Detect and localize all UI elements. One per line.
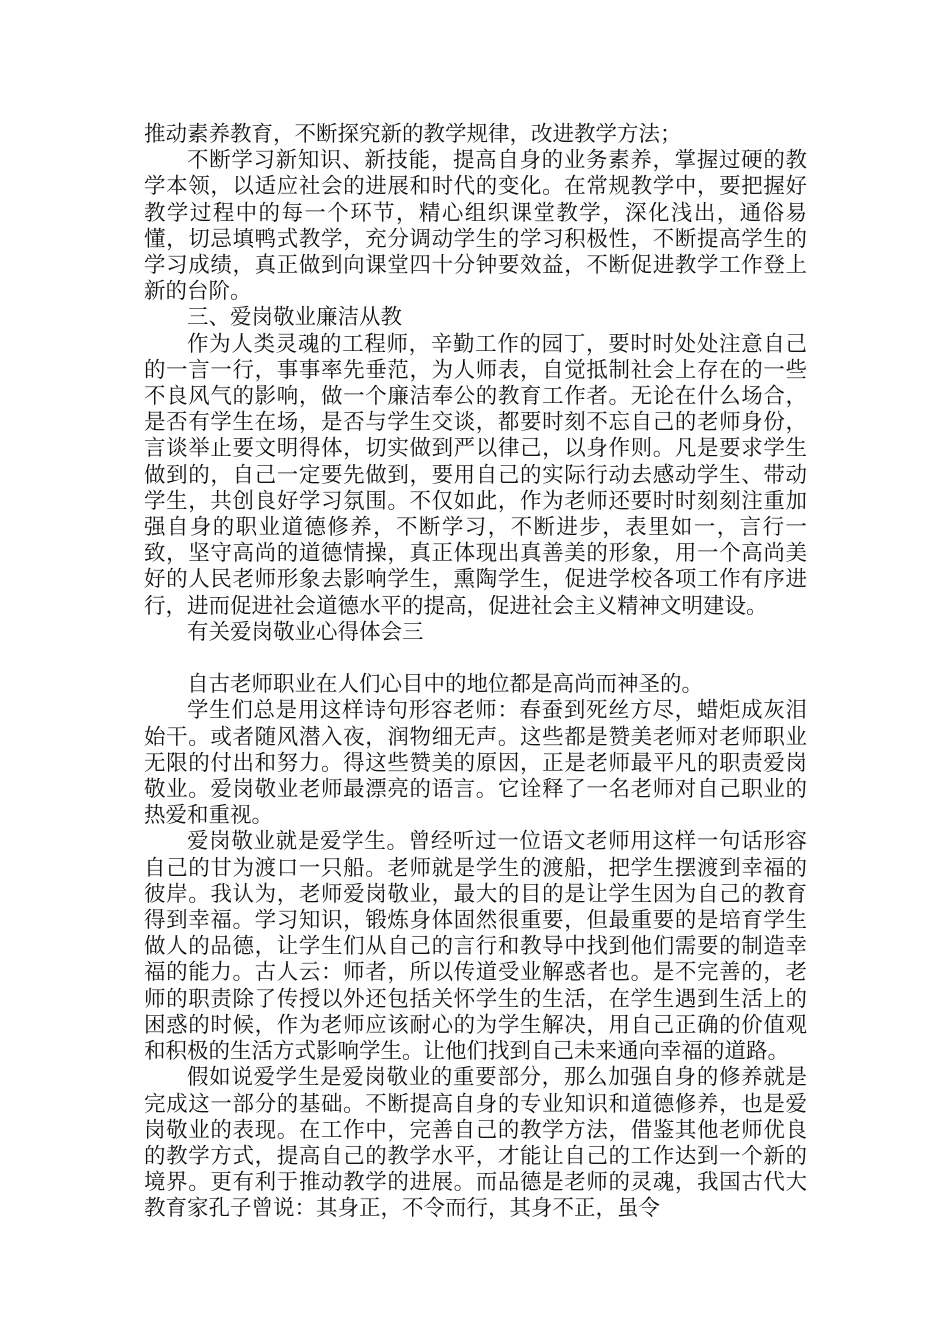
document-page bbox=[144, 122, 807, 1223]
paragraph-poems: 学生们总是用这样诗句形容老师：春蚕到死丝方尽，蜡炬成灰泪始干。或者随风潜入夜，润物细无声。这些都是赞美老师对老师职业无限的付出和努力。得这些赞美的原因，正是老师最平凡的职责爱岗敬业。爱岗敬业老师最漂亮的语言。它诠释了一名老师对自己职业的热爱和重视。 bbox=[144, 698, 807, 829]
paragraph-learning: 不断学习新知识、新技能，提高自身的业务素养，掌握过硬的教学本领，以适应社会的进展和时代的变化。在常规教学中，要把握好教学过程中的每一个环节，精心组织课堂教学，深化浅出，通俗易懂，切忌填鸭式教学，充分调动学生的学习积极性，不断提高学生的学习成绩，真正做到向课堂四十分钟要效益，不断促进教学工作登上新的台阶。 bbox=[144, 148, 807, 305]
paragraph-self-cultivation: 假如说爱学生是爱岗敬业的重要部分，那么加强自身的修养就是完成这一部分的基础。不断提高自身的专业知识和道德修养，也是爱岗敬业的表现。在工作中，完善自己的教学方法，借鉴其他老师优良的教学方式，提高自己的教学水平，才能让自己的工作达到一个新的境界。更有利于推动教学的进展。而品德是老师的灵魂，我国古代大教育家孔子曾说：其身正，不令而行，其身不正，虽令 bbox=[144, 1065, 807, 1222]
blank-line bbox=[144, 646, 807, 672]
paragraph-continuation: 推动素养教育，不断探究新的教学规律，改进教学方法； bbox=[144, 122, 682, 147]
paragraph-integrity: 作为人类灵魂的工程师，辛勤工作的园丁，要时时处处注意自己的一言一行，事事率先垂范，为人师表，自觉抵制社会上存在的一些不良风气的影响，做一个廉洁奉公的教育工作者。无论在什么场合，是否有学生在场，是否与学生交谈，都要时刻不忘自己的老师身份，言谈举止要文明得体，切实做到严以律己，以身作则。凡是要求学生做到的，自己一定要先做到，要用自己的实际行动去感动学生、带动学生，共创良好学习氛围。不仅如此，作为老师还要时时刻刻注重加强自身的职业道德修养，不断学习，不断进步，表里如一，言行一致，坚守高尚的道德情操，真正体现出真善美的形象，用一个高尚美好的人民老师形象去影响学生，熏陶学生，促进学校各项工作有序进行，进而促进社会道德水平的提高，促进社会主义精神文明建设。 bbox=[144, 331, 807, 619]
section-heading-3: 三、爱岗敬业廉洁从教 bbox=[187, 305, 403, 331]
paragraph-intro: 自古老师职业在人们心目中的地位都是高尚而神圣的。 bbox=[187, 672, 704, 698]
article-title-3: 有关爱岗敬业心得体会三 bbox=[187, 619, 424, 645]
paragraph-love-students: 爱岗敬业就是爱学生。曾经听过一位语文老师用这样一句话形容自己的甘为渡口一只船。老师就是学生的渡船，把学生摆渡到幸福的彼岸。我认为，老师爱岗敬业，最大的目的是让学生因为自己的教育得到幸福。学习知识，锻炼身体固然很重要，但最重要的是培育学生做人的品德，让学生们从自己的言行和教导中找到他们需要的制造幸福的能力。古人云：师者，所以传道受业解惑者也。是不完善的，老师的职责除了传授以外还包括关怀学生的生活，在学生遇到生活上的困惑的时候，作为老师应该耐心的为学生解决，用自己正确的价值观和积极的生活方式影响学生。让他们找到自己未来通向幸福的道路。 bbox=[144, 829, 807, 1065]
